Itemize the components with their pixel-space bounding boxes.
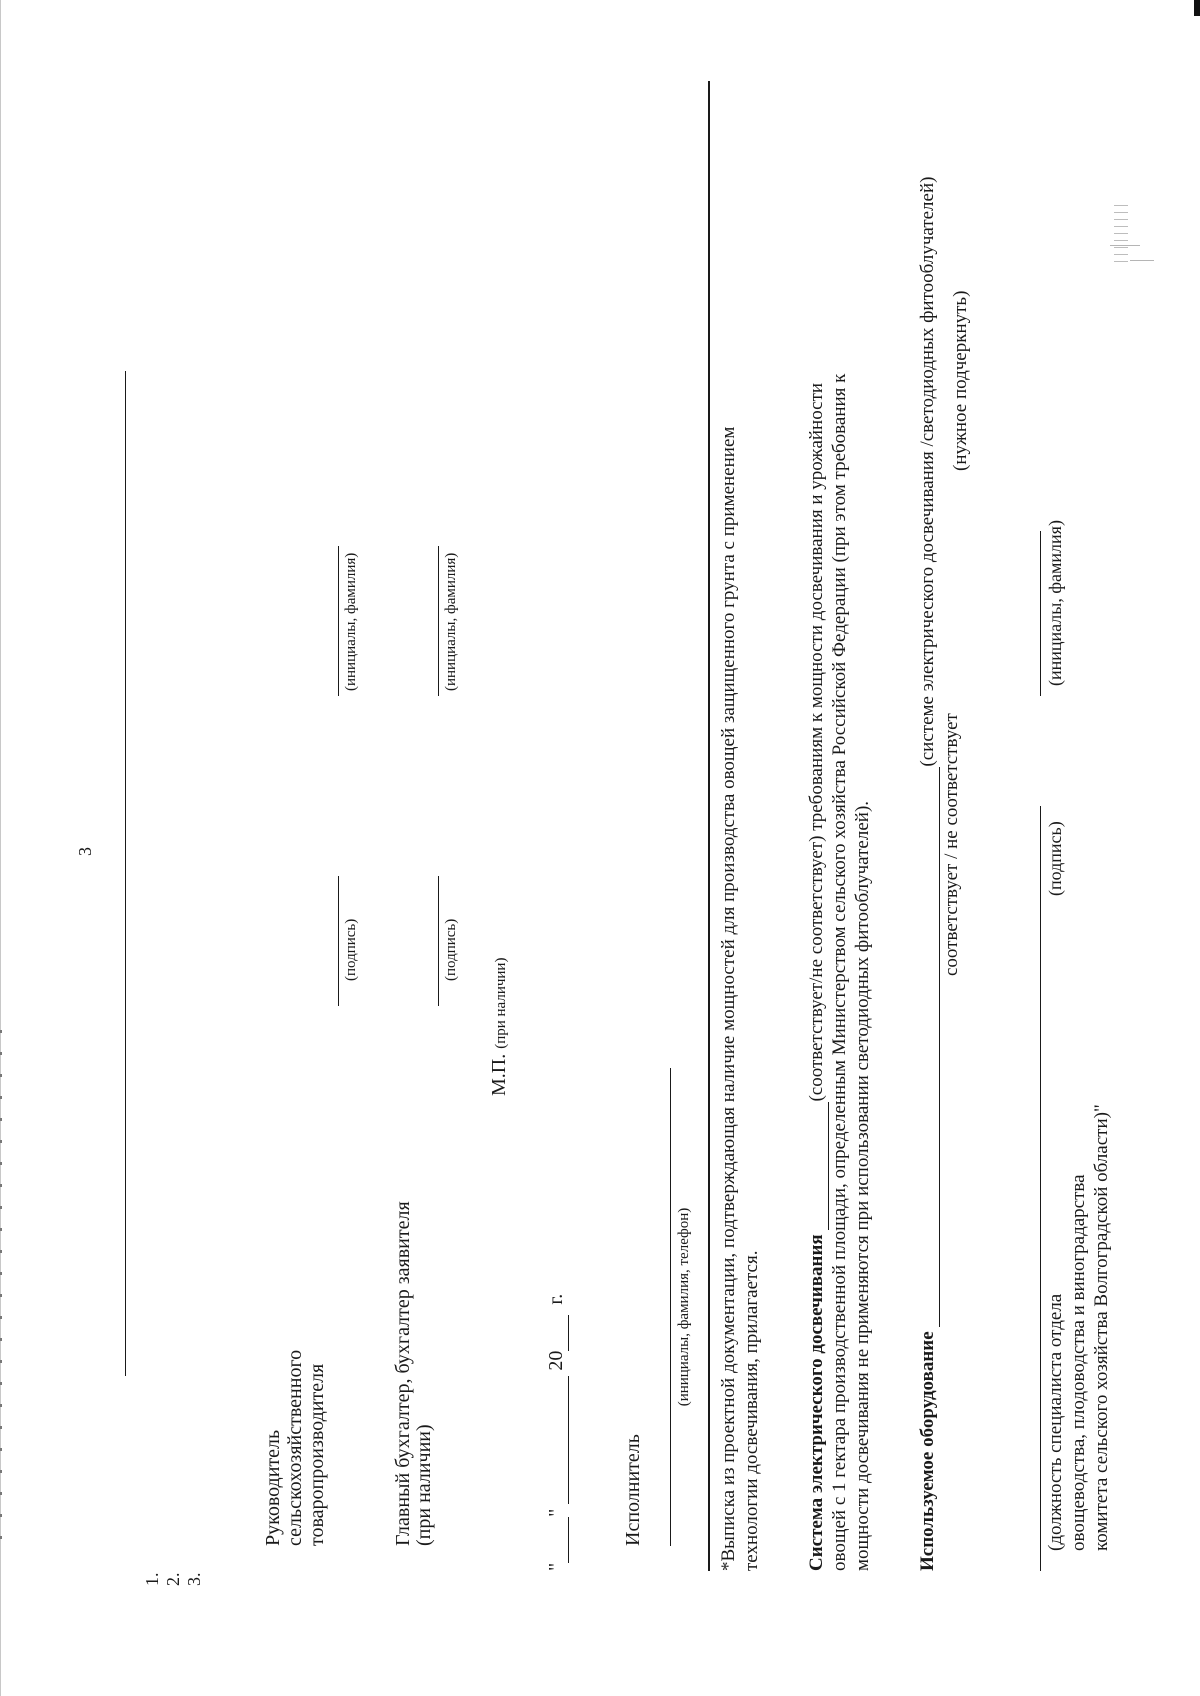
list-item: 1.	[142, 1572, 162, 1586]
date-day-blank[interactable]	[545, 1517, 569, 1563]
stamp-label	[488, 958, 511, 1096]
head-title-line: сельскохозяйственного	[284, 1349, 306, 1546]
lighting-system-blank[interactable]	[806, 1102, 829, 1230]
specialist-position-line[interactable]	[1040, 956, 1041, 1571]
footnote-line: технологии досвечивания, прилагается.	[741, 1250, 762, 1571]
specialist-caption-line: комитета сельского хозяйства Волгоградской области)"	[1091, 1104, 1112, 1551]
accountant-name-caption: (инициалы, фамилия)	[443, 552, 459, 691]
executor-caption: (инициалы, фамилия, телефон)	[676, 1207, 692, 1407]
specialist-signature-line[interactable]	[1040, 806, 1041, 1036]
specialist-name-line[interactable]	[1040, 531, 1041, 696]
date-quote-close: "	[545, 1508, 567, 1517]
executor-label: Исполнитель	[622, 1434, 644, 1546]
lighting-system-line	[806, 383, 829, 1571]
stamp-mark: М.П.	[488, 1053, 510, 1096]
lighting-system-after: (соответствует/не соответствует) требованиям к мощности досвечивания и урожайности	[806, 382, 827, 1102]
list-top-rule	[125, 371, 126, 1376]
equipment-choice: соответствует / не соответствует	[941, 713, 962, 976]
head-title-line: Руководитель	[262, 1429, 284, 1546]
list-item: 3.	[184, 1572, 204, 1586]
equipment-blank[interactable]	[917, 767, 940, 1327]
specialist-caption-line: (должность специалиста отдела	[1045, 1293, 1066, 1551]
head-signature-caption: (подпись)	[343, 918, 359, 981]
specialist-name-caption: (инициалы, фамилия)	[1045, 520, 1065, 686]
date-month-blank[interactable]	[545, 1376, 569, 1504]
date-year-blank[interactable]	[545, 1315, 569, 1351]
accountant-signature-caption: (подпись)	[443, 918, 459, 981]
page-number: 3	[75, 847, 95, 856]
section-separator	[708, 81, 710, 1571]
date-year-suffix: г.	[545, 1293, 567, 1305]
footnote-line: *Выписка из проектной документации, подтверждающая наличие мощностей для производства овощей защищенного грунта с применением	[718, 426, 739, 1571]
equipment-line	[917, 177, 940, 1571]
accountant-signature-line[interactable]	[438, 876, 439, 1006]
lighting-system-line: овощей с 1 гектара производственной площади, определенным Министерством сельского хозяйства Российской Федерации (при этом требования к	[829, 373, 850, 1571]
head-name-line[interactable]	[338, 546, 339, 696]
head-signature-line[interactable]	[338, 876, 339, 1006]
date-year-prefix: 20	[545, 1350, 567, 1371]
head-name-caption: (инициалы, фамилия)	[343, 552, 359, 691]
equipment-label: Используемое оборудование	[917, 1331, 938, 1571]
date-quote-open: "	[545, 1562, 567, 1571]
stamp-note: (при наличии)	[493, 957, 509, 1049]
lighting-system-line: мощности досвечивания не применяются при использовании светодиодных фитооблучателей).	[852, 800, 873, 1571]
accountant-title-line: (при наличии)	[413, 1424, 435, 1546]
accountant-name-line[interactable]	[438, 546, 439, 696]
equipment-hint: (нужное подчеркнуть)	[950, 290, 971, 471]
lighting-system-label: Система электрического досвечивания	[806, 1234, 827, 1571]
executor-line[interactable]	[670, 1068, 671, 1546]
specialist-signature-caption: (подпись)	[1045, 821, 1065, 896]
head-title-line: товаропроизводителя	[306, 1363, 328, 1546]
specialist-caption-line: овощеводства, плодоводства и виноградарства	[1068, 1174, 1089, 1551]
list-item: 2.	[163, 1572, 183, 1586]
accountant-title-line: Главный бухгалтер, бухгалтер заявителя	[392, 1201, 414, 1546]
date-line	[545, 1294, 569, 1571]
equipment-after: (системе электрического досвечивания /светодиодных фитооблучателей)	[917, 176, 938, 767]
